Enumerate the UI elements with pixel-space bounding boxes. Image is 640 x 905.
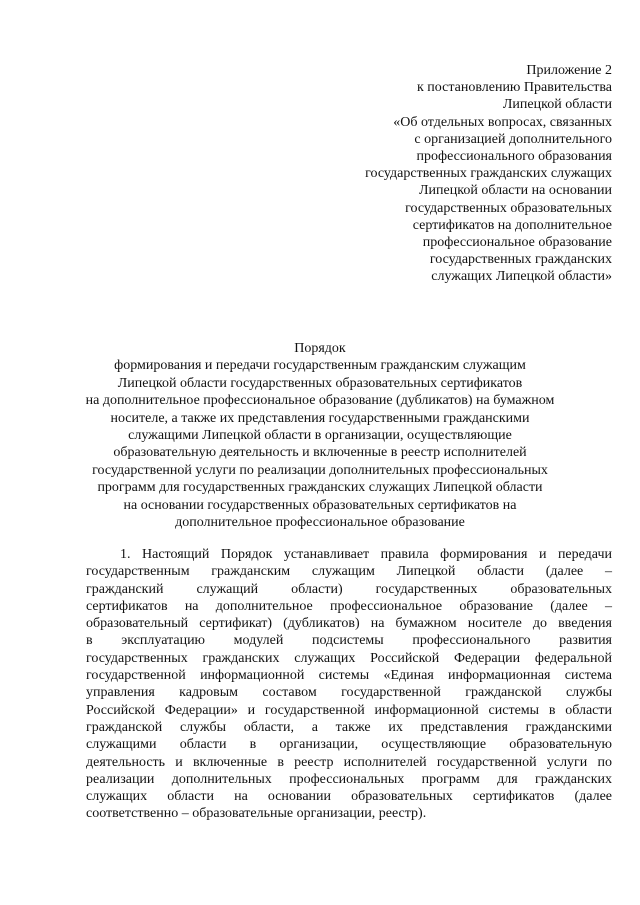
body-line: гражданский служащий области) государственных образовательных bbox=[86, 581, 612, 597]
body-line: государственных гражданских служащих Российской Федерации федеральной bbox=[86, 650, 612, 666]
appendix-line: служащих Липецкой области» bbox=[431, 269, 612, 285]
body-line: Российской Федерации» и государственной информационной системы в области bbox=[86, 702, 612, 718]
appendix-header bbox=[312, 62, 612, 286]
body-line: деятельность и включенные в реестр исполнителей государственной услуги по bbox=[86, 754, 612, 770]
body-line: соответственно – образовательные организации, реестр). bbox=[86, 806, 427, 822]
title-line: образовательную деятельность и включенные в реестр исполнителей bbox=[113, 445, 527, 461]
body-line: сертификатов на дополнительное профессиональное образование (далее – bbox=[86, 598, 612, 614]
title-line: Липецкой области государственных образовательных сертификатов bbox=[117, 375, 523, 391]
body-line: государственной информационной системы «Единая информационная система bbox=[86, 668, 612, 684]
appendix-line: Липецкой области bbox=[502, 97, 612, 113]
appendix-line: сертификатов на дополнительное bbox=[412, 217, 612, 233]
body-line: реализации дополнительных профессиональных программ для гражданских bbox=[86, 771, 612, 787]
paragraph-1 bbox=[86, 546, 612, 823]
body-line: гражданской службы области, а также их представления гражданскими bbox=[86, 719, 612, 735]
appendix-line: государственных гражданских bbox=[429, 252, 612, 268]
body-line: управления кадровым составом государственной гражданской службы bbox=[86, 685, 612, 701]
appendix-line: Приложение 2 bbox=[526, 63, 612, 78]
body-line: в эксплуатацию модулей подсистемы профессионального развития bbox=[86, 633, 612, 649]
title-line: дополнительное профессиональное образование bbox=[175, 515, 465, 531]
body-line: служащими области в организации, осуществляющие образовательную bbox=[86, 737, 612, 753]
title-line: служащими Липецкой области в организации, осуществляющие bbox=[128, 428, 512, 444]
appendix-line: профессиональное образование bbox=[422, 235, 612, 251]
appendix-line: к постановлению Правительства bbox=[416, 80, 612, 96]
appendix-line: Липецкой области на основании bbox=[419, 183, 612, 199]
body-line: государственным гражданским служащим Липецкой области (далее – bbox=[86, 564, 612, 580]
body-line: служащих области на основании образовательных сертификатов (далее bbox=[86, 789, 612, 805]
title-line: программ для государственных гражданских служащих Липецкой области bbox=[97, 480, 543, 496]
title-line: формирования и передачи государственным гражданским служащим bbox=[114, 358, 526, 374]
appendix-line: «Об отдельных вопросах, связанных bbox=[393, 114, 612, 130]
appendix-line: государственных гражданских служащих bbox=[365, 166, 612, 182]
title-line: на основании государственных образовательных сертификатов на bbox=[123, 497, 517, 513]
appendix-line: профессионального образования bbox=[416, 149, 612, 165]
title-line: носителе, а также их представления государственными гражданскими bbox=[110, 410, 530, 426]
title-line: государственной услуги по реализации дополнительных профессиональных bbox=[92, 462, 548, 478]
title-heading: Порядок bbox=[294, 341, 346, 356]
appendix-line: государственных образовательных bbox=[405, 200, 612, 216]
title-line: на дополнительное профессиональное образование (дубликатов) на бумажном bbox=[85, 393, 555, 409]
document-title bbox=[60, 340, 580, 531]
body-line: 1. Настоящий Порядок устанавливает правила формирования и передачи bbox=[120, 547, 612, 562]
appendix-line: с организацией дополнительного bbox=[414, 131, 612, 147]
body-line: образовательный сертификат) (дубликатов) на бумажном носителе до введения bbox=[86, 616, 612, 632]
